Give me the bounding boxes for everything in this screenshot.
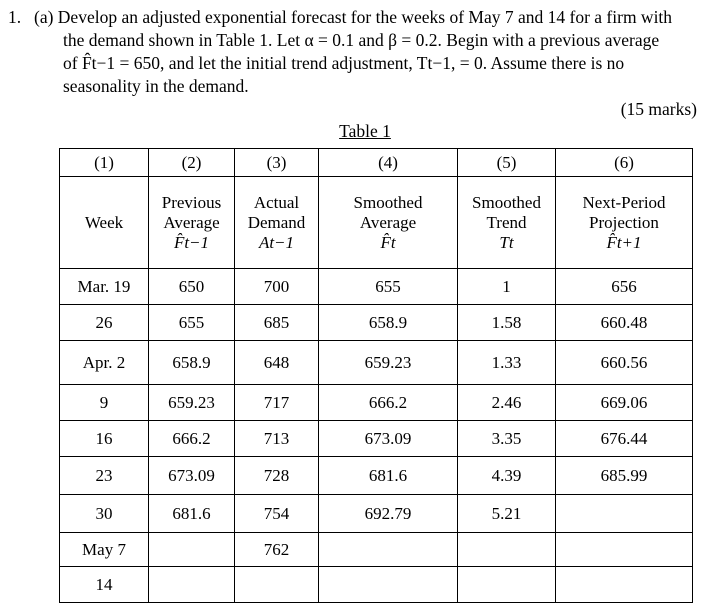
header-next-period-projection (556, 177, 693, 269)
table-row (60, 341, 693, 385)
cell-projection: 669.06 (556, 385, 693, 421)
table-row (60, 421, 693, 457)
cell-prev-avg: 650 (149, 269, 235, 305)
header-smoothed-average (319, 177, 458, 269)
header-text: Actual Demand (247, 192, 306, 232)
cell-smoothed-avg: 692.79 (319, 495, 458, 533)
header-actual-demand (235, 177, 319, 269)
header-smoothed-trend (458, 177, 556, 269)
cell-demand: 648 (235, 341, 319, 385)
column-number: (2) (149, 149, 235, 177)
table-row (60, 269, 693, 305)
cell-trend: 3.35 (458, 421, 556, 457)
cell-week: 23 (60, 457, 149, 495)
cell-prev-avg: 658.9 (149, 341, 235, 385)
question-line-1 (8, 6, 698, 29)
table-row (60, 495, 693, 533)
question-number: 1. (8, 7, 22, 27)
cell-trend: 4.39 (458, 457, 556, 495)
table-row (60, 385, 693, 421)
table-row (60, 533, 693, 567)
column-number: (6) (556, 149, 693, 177)
cell-week: May 7 (60, 533, 149, 567)
cell-week: 26 (60, 305, 149, 341)
cell-trend: 5.21 (458, 495, 556, 533)
cell-trend: 1 (458, 269, 556, 305)
header-text: Smoothed Average (353, 192, 423, 232)
cell-projection: 656 (556, 269, 693, 305)
question-text-line-4: seasonality in the demand. (63, 76, 249, 96)
cell-smoothed-avg (319, 567, 458, 603)
cell-projection (556, 495, 693, 533)
header-symbol: F̂t−1 (173, 232, 210, 252)
cell-week: Apr. 2 (60, 341, 149, 385)
cell-projection: 660.56 (556, 341, 693, 385)
cell-demand: 713 (235, 421, 319, 457)
column-number: (4) (319, 149, 458, 177)
table-caption: Table 1 (339, 121, 391, 141)
cell-smoothed-avg: 666.2 (319, 385, 458, 421)
column-number-row (60, 149, 693, 177)
question-block (8, 6, 698, 98)
cell-projection: 660.48 (556, 305, 693, 341)
cell-trend (458, 533, 556, 567)
header-text: Smoothed Trend (472, 192, 541, 232)
question-text-line-1: (a) Develop an adjusted exponential forecast for the weeks of May 7 and 14 for a firm with (34, 7, 673, 27)
table-row (60, 457, 693, 495)
header-previous-average (149, 177, 235, 269)
header-row (60, 177, 693, 269)
cell-prev-avg: 681.6 (149, 495, 235, 533)
cell-demand: 717 (235, 385, 319, 421)
header-symbol: F̂t (380, 232, 396, 252)
cell-demand: 700 (235, 269, 319, 305)
forecast-table (59, 148, 693, 603)
cell-trend: 2.46 (458, 385, 556, 421)
cell-prev-avg: 673.09 (149, 457, 235, 495)
cell-demand: 762 (235, 533, 319, 567)
header-text: Week (84, 212, 124, 232)
cell-prev-avg: 659.23 (149, 385, 235, 421)
table-row (60, 567, 693, 603)
cell-trend: 1.58 (458, 305, 556, 341)
cell-demand (235, 567, 319, 603)
cell-demand: 728 (235, 457, 319, 495)
cell-smoothed-avg: 658.9 (319, 305, 458, 341)
header-text: Previous Average (161, 192, 222, 232)
table-row (60, 305, 693, 341)
cell-smoothed-avg: 655 (319, 269, 458, 305)
cell-projection (556, 567, 693, 603)
column-number: (3) (235, 149, 319, 177)
question-text-line-2: the demand shown in Table 1. Let α = 0.1 and β = 0.2. Begin with a previous average (63, 30, 660, 50)
cell-smoothed-avg: 673.09 (319, 421, 458, 457)
cell-trend: 1.33 (458, 341, 556, 385)
header-symbol: Tt (499, 232, 514, 252)
cell-smoothed-avg: 659.23 (319, 341, 458, 385)
cell-trend (458, 567, 556, 603)
cell-smoothed-avg (319, 533, 458, 567)
header-week (60, 177, 149, 269)
header-symbol: At−1 (258, 232, 295, 252)
cell-projection: 685.99 (556, 457, 693, 495)
cell-week: 14 (60, 567, 149, 603)
cell-demand: 754 (235, 495, 319, 533)
table-caption-wrapper (0, 121, 721, 142)
column-number: (5) (458, 149, 556, 177)
cell-week: 30 (60, 495, 149, 533)
header-text: Next-Period Projection (582, 192, 666, 232)
question-text-line-3: of F̂t−1 = 650, and let the initial trend adjustment, Tt−1, = 0. Assume there is no (63, 53, 625, 73)
cell-projection: 676.44 (556, 421, 693, 457)
marks-label: (15 marks) (620, 99, 697, 119)
cell-projection (556, 533, 693, 567)
cell-week: Mar. 19 (60, 269, 149, 305)
cell-prev-avg (149, 533, 235, 567)
cell-week: 16 (60, 421, 149, 457)
header-symbol: F̂t+1 (606, 232, 642, 252)
cell-smoothed-avg: 681.6 (319, 457, 458, 495)
column-number: (1) (60, 149, 149, 177)
cell-prev-avg: 666.2 (149, 421, 235, 457)
cell-prev-avg: 655 (149, 305, 235, 341)
cell-prev-avg (149, 567, 235, 603)
cell-week: 9 (60, 385, 149, 421)
cell-demand: 685 (235, 305, 319, 341)
